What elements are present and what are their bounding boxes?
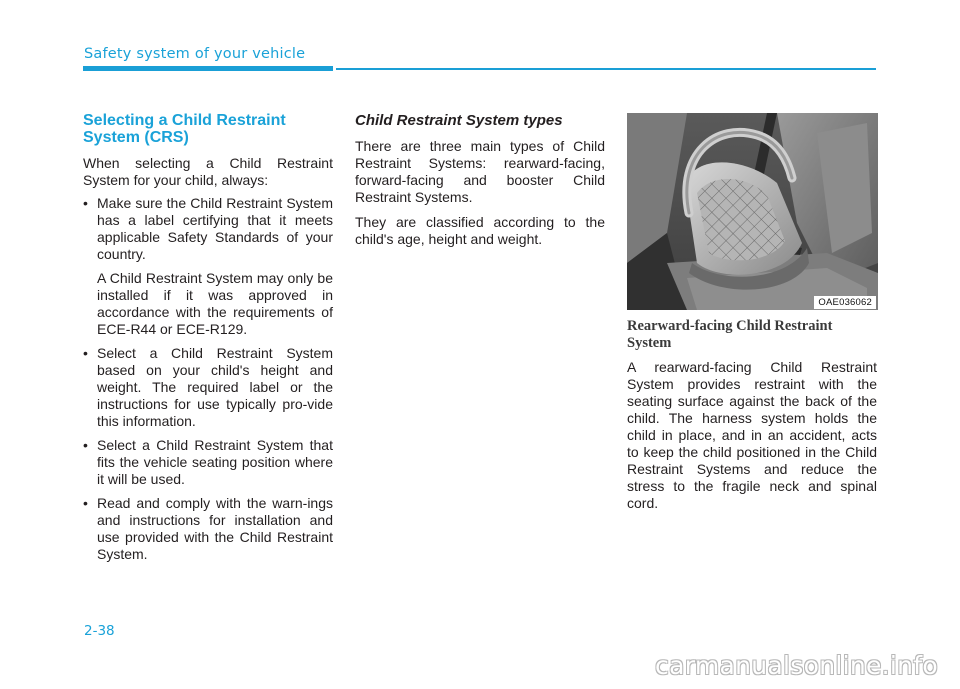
child-seat-photo-icon [627,113,878,310]
list-item-text: Select a Child Restraint System that fits the vehicle seating position where it will be used. [97,437,333,487]
crs-types-paragraph-1: There are three main types of Child Restraint Systems: rearward-facing, forward-facing and booster Child Restraint Systems. [355,138,605,205]
bullet-icon: • [83,345,88,361]
crs-selection-intro: When selecting a Child Restraint System for your child, always: [83,155,333,188]
crs-types-paragraph-2: They are classified according to the child's age, height and weight. [355,214,605,247]
column-right [627,110,877,512]
list-item [83,195,333,338]
rearward-facing-heading: Rearward-facing Child Restraint System [627,318,833,351]
page-number: 2-38 [84,623,115,639]
column-middle [355,110,605,248]
list-item-text: Read and comply with the warn-ings and instructions for installation and use provided with the Child Restraint System. [97,495,333,562]
header-rule-thick [83,66,333,71]
list-item [83,345,333,430]
crs-selection-heading: Selecting a Child Restraint System (CRS) [83,112,286,146]
list-item-text: Select a Child Restraint System based on your child's height and weight. The required label or the instructions for use typically pro-vide this information. [97,345,333,429]
figure-code-label: OAE036062 [814,296,876,309]
bullet-icon: • [83,495,88,511]
list-item-subparagraph: A Child Restraint System may only be installed if it was approved in accordance with the requirements of ECE-R44 or ECE-R129. [97,270,333,337]
rearward-facing-paragraph: A rearward-facing Child Restraint System provides restraint with the seating surface against the back of the child. The harness system holds the child in place, and in an accident, acts to keep the child positioned in the Child Restraint Systems and reduce the stress to the fragile neck and spinal cord. [627,359,877,511]
rear-facing-child-seat-illustration [627,113,878,310]
bullet-icon: • [83,437,88,453]
bullet-icon: • [83,195,88,211]
list-item [83,495,333,563]
column-left [83,110,333,570]
crs-selection-list [83,195,333,563]
list-item [83,437,333,488]
list-item-text: Make sure the Child Restraint System has a label certifying that it meets applicable Safety Standards of your country. [97,195,333,262]
section-header-title: Safety system of your vehicle [84,46,306,62]
header-rule-thin [336,68,876,70]
crs-types-heading: Child Restraint System types [355,112,563,129]
watermark-text: carmanualsonline.info [655,651,938,680]
